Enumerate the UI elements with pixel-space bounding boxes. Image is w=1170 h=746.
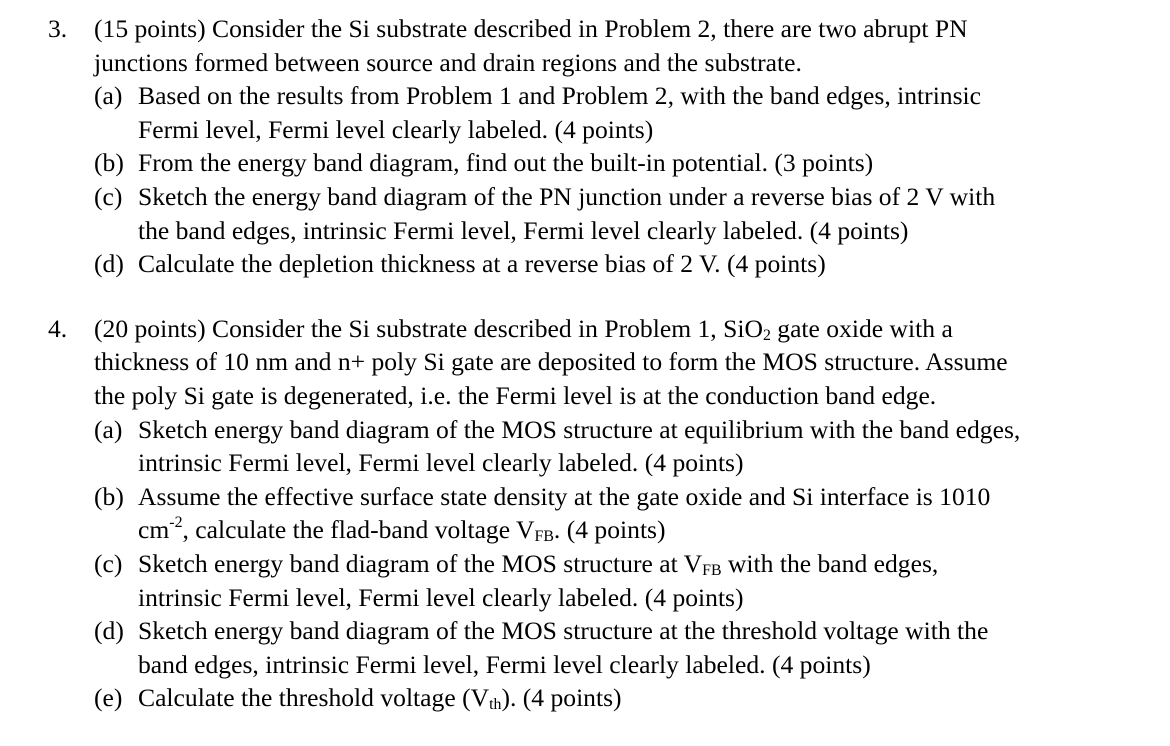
part-label: (d)	[94, 616, 124, 646]
part-text-line: band edges, intrinsic Fermi level, Fermi level clearly labeled. (4 points)	[138, 649, 871, 679]
problem-number: 3.	[48, 14, 68, 43]
problem-4-part-c	[0, 547, 1170, 614]
problem-spacer	[0, 281, 1170, 312]
problem-intro-line: the poly Si gate is degenerated, i.e. the Fermi level is at the conduction band edge.	[94, 380, 937, 410]
problem-intro-line: (20 points) Consider the Si substrate described in Problem 1, SiO$_2$ gate oxide with a	[94, 313, 953, 344]
part-label: (e)	[94, 683, 123, 713]
problem-3	[0, 12, 1170, 281]
part-label: (b)	[94, 481, 124, 511]
part-text-line: Fermi level, Fermi level clearly labeled. (4 points)	[138, 114, 654, 144]
part-label: (a)	[94, 414, 123, 444]
part-text-line: the band edges, intrinsic Fermi level, Fermi level clearly labeled. (4 points)	[138, 215, 909, 245]
part-label: (b)	[94, 148, 124, 178]
part-text-line: Based on the results from Problem 1 and Problem 2, with the band edges, intrinsic	[138, 81, 982, 111]
part-text-line: From the energy band diagram, find out the built-in potential. (3 points)	[138, 148, 874, 178]
part-label: (a)	[94, 81, 123, 111]
problem-3-part-b	[0, 146, 1170, 180]
part-text-line: $cm^{-2}$, calculate the flad-band voltage $V_{FB}$. (4 points)	[138, 514, 666, 546]
part-label: (c)	[94, 548, 123, 578]
part-text-line: Sketch energy band diagram of the MOS structure at the threshold voltage with the	[138, 616, 989, 646]
part-text-line: Sketch energy band diagram of the MOS structure at equilibrium with the band edges,	[138, 414, 1021, 444]
part-label: (c)	[94, 181, 123, 211]
part-text-line: Calculate the threshold voltage $(V_{th})$. (4 points)	[138, 683, 622, 714]
part-text-line: intrinsic Fermi level, Fermi level clearly labeled. (4 points)	[138, 448, 744, 478]
problem-number: 4.	[48, 313, 68, 343]
part-text-line: Assume the effective surface state density at the gate oxide and Si interface is 1010	[138, 481, 991, 511]
problem-3-part-a	[0, 79, 1170, 146]
problem-4-part-e	[0, 681, 1170, 715]
problem-4-part-d	[0, 614, 1170, 681]
part-text-line: Sketch the energy band diagram of the PN junction under a reverse bias of 2 V with	[138, 181, 996, 211]
part-label: (d)	[94, 249, 124, 279]
part-text-line: Calculate the depletion thickness at a reverse bias of 2 V. (4 points)	[138, 249, 826, 279]
problem-intro-line: (15 points) Consider the Si substrate described in Problem 2, there are two abrupt PN	[94, 14, 968, 43]
problem-intro-line: junctions formed between source and drain regions and the substrate.	[94, 47, 802, 77]
problem-3-part-c	[0, 180, 1170, 247]
part-text-line: Sketch energy band diagram of the MOS structure at $V_{FB}$ with the band edges,	[138, 548, 939, 580]
problem-3-part-d	[0, 247, 1170, 281]
problem-intro-line: thickness of 10 nm and n+ poly Si gate are deposited to form the MOS structure. Assume	[94, 347, 1008, 377]
problem-4-part-a	[0, 413, 1170, 480]
problem-4-part-b	[0, 480, 1170, 547]
problem-4	[0, 312, 1170, 715]
part-text-line: intrinsic Fermi level, Fermi level clearly labeled. (4 points)	[138, 582, 744, 612]
